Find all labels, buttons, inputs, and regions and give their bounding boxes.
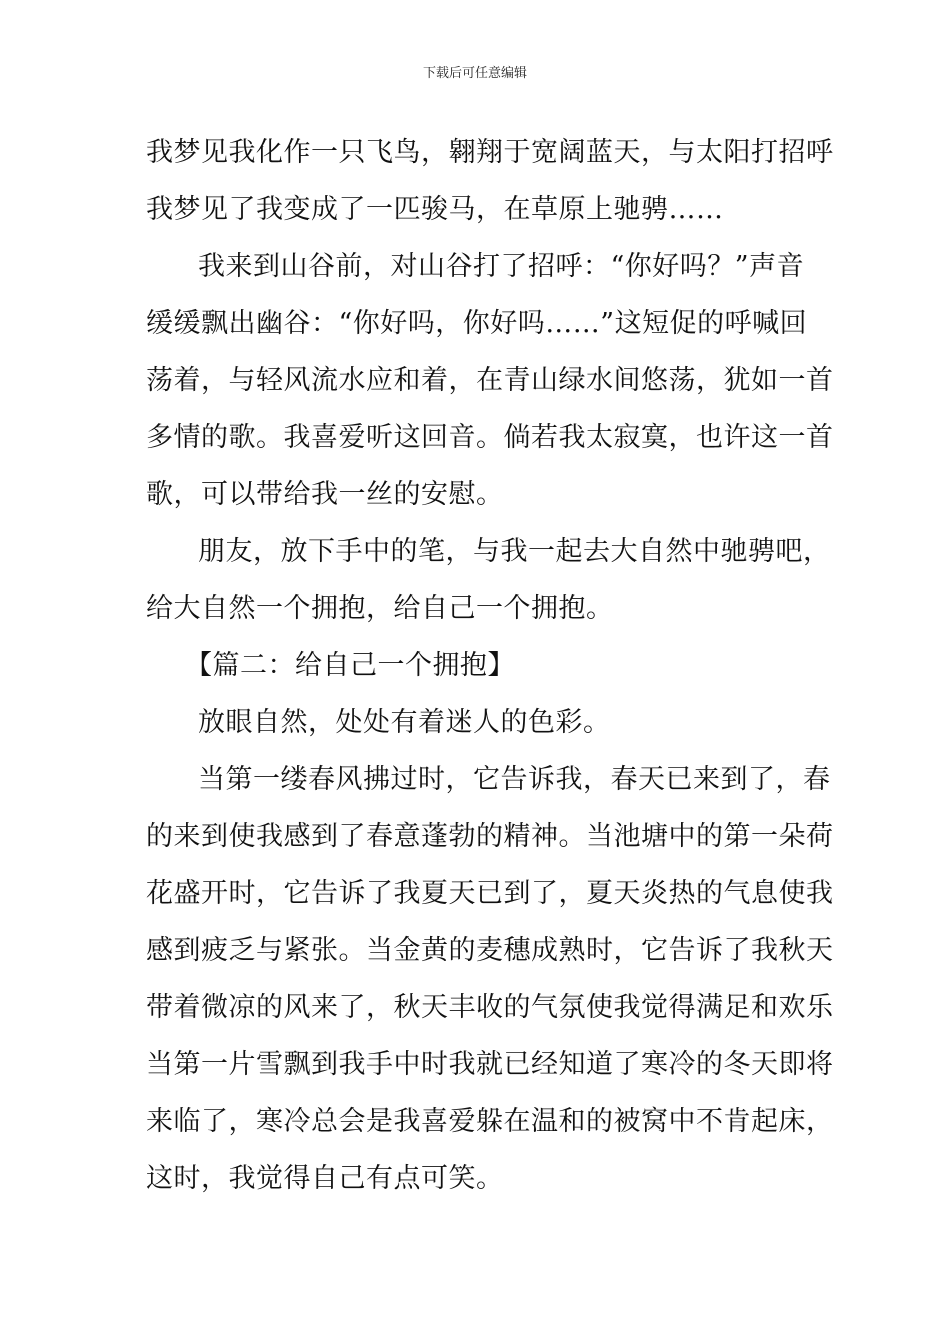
text-line: 朋友，放下手中的笔，与我一起去大自然中驰骋吧， — [198, 536, 831, 567]
text-line: 我来到山谷前，对山谷打了招呼：“你好吗？”声音 — [198, 251, 805, 282]
text-line: 当第一片雪飘到我手中时我就已经知道了寒冷的冬天即将 — [146, 1049, 834, 1080]
section-heading: 【篇二：给自己一个拥抱】 — [185, 650, 515, 681]
text-line: 感到疲乏与紧张。当金黄的麦穗成熟时，它告诉了我秋天 — [146, 935, 834, 966]
text-line: 带着微凉的风来了，秋天丰收的气氛使我觉得满足和欢乐 — [146, 992, 834, 1023]
text-line: 给大自然一个拥抱，给自己一个拥抱。 — [146, 593, 614, 624]
text-line: 缓缓飘出幽谷：“你好吗，你好吗……”这短促的呼喊回 — [146, 308, 808, 339]
text-line: 放眼自然，处处有着迷人的色彩。 — [198, 707, 611, 738]
text-line: 我梦见了我变成了一匹骏马，在草原上驰骋…… — [146, 194, 724, 225]
text-line: 多情的歌。我喜爱听这回音。倘若我太寂寞，也许这一首 — [146, 422, 834, 453]
text-line: 来临了，寒冷总会是我喜爱躲在温和的被窝中不肯起床， — [146, 1106, 834, 1137]
page-header: 下载后可任意编辑 — [422, 66, 527, 81]
text-line: 歌，可以带给我一丝的安慰。 — [146, 479, 504, 510]
text-line: 花盛开时，它告诉了我夏天已到了，夏天炎热的气息使我 — [146, 878, 834, 909]
text-line: 这时，我觉得自己有点可笑。 — [146, 1163, 504, 1194]
text-line: 我梦见我化作一只飞鸟，翱翔于宽阔蓝天，与太阳打招呼 — [146, 137, 834, 168]
text-line: 当第一缕春风拂过时，它告诉我，春天已来到了，春 — [198, 764, 831, 795]
text-line: 的来到使我感到了春意蓬勃的精神。当池塘中的第一朵荷 — [146, 821, 834, 852]
text-line: 荡着，与轻风流水应和着，在青山绿水间悠荡，犹如一首 — [146, 365, 834, 396]
